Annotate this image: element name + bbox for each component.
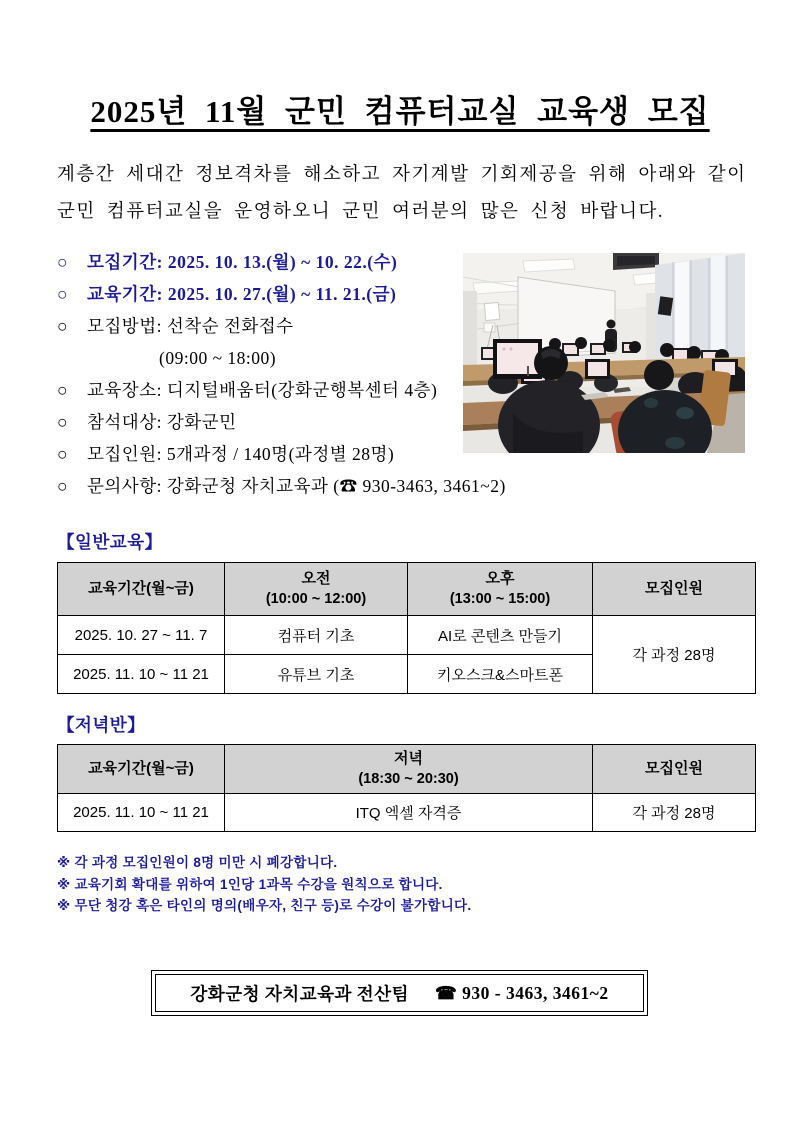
header-subtitle: (10:00 ~ 12:00) — [265, 591, 367, 607]
section-heading-general: 【일반교육】 — [57, 532, 163, 552]
note-line: ※ 무단 청강 혹은 타인의 명의(배우자, 친구 등)로 수강이 불가합니다. — [57, 898, 472, 913]
circle-bullet-icon: ○ — [57, 412, 69, 432]
header-cell-capacity: 모집인원 — [593, 745, 756, 794]
intro-line-1: 계층간 세대간 정보격차를 해소하고 자기계발 기회제공을 위해 아래와 같이 — [57, 165, 747, 185]
cell-capacity: 각 과정 28명 — [593, 794, 756, 832]
header-subtitle: (13:00 ~ 15:00) — [449, 591, 551, 607]
classroom-photo-svg — [463, 253, 745, 453]
circle-bullet-icon: ○ — [57, 284, 69, 304]
list-item-text: 문의사항: 강화군청 자치교육과 (☎ 930-3463, 3461~2) — [87, 476, 506, 496]
footer-contact-inner — [155, 974, 644, 1012]
note-line: ※ 각 과정 모집인원이 8명 미만 시 폐강합니다. — [57, 855, 338, 870]
footer-phone: ☎ 930 - 3463, 3461~2 — [435, 982, 609, 1003]
header-cell-morning — [225, 563, 408, 616]
list-item-text: 모집인원: 5개과정 / 140명(과정별 28명) — [87, 444, 395, 464]
header-cell-capacity: 모집인원 — [593, 563, 756, 616]
classroom-photo — [463, 253, 745, 453]
cell-period: 2025. 11. 10 ~ 11 21 — [58, 655, 225, 694]
cell-period: 2025. 11. 10 ~ 11 21 — [58, 794, 225, 832]
cell-period: 2025. 10. 27 ~ 11. 7 — [58, 616, 225, 655]
list-item-text: 교육기간: 2025. 10. 27.(월) ~ 11. 21.(금) — [87, 284, 397, 304]
list-item-text: 교육장소: 디지털배움터(강화군행복센터 4층) — [87, 380, 438, 400]
list-item-text: (09:00 ~ 18:00) — [159, 348, 277, 368]
cell-evening-course: ITQ 엑셀 자격증 — [225, 794, 593, 832]
table-header-row — [58, 563, 756, 616]
cell-afternoon-course: AI로 콘텐츠 만들기 — [408, 616, 593, 655]
list-item-target — [57, 406, 477, 438]
header-cell-period: 교육기간(월~금) — [58, 745, 225, 794]
evening-class-table — [57, 744, 756, 832]
circle-bullet-icon: ○ — [57, 476, 69, 496]
header-title: 오후 — [485, 570, 515, 587]
circle-bullet-icon: ○ — [57, 316, 69, 336]
cell-morning-course: 컴퓨터 기초 — [225, 616, 408, 655]
list-item-text: 참석대상: 강화군민 — [87, 412, 237, 432]
table-row — [58, 794, 756, 832]
header-title: 오전 — [301, 570, 331, 587]
notes-list — [57, 852, 707, 917]
section-heading-evening: 【저녁반】 — [57, 715, 146, 735]
list-item-text: 모집기간: 2025. 10. 13.(월) ~ 10. 22.(수) — [87, 252, 398, 272]
footer-contact-box — [151, 970, 648, 1016]
header-subtitle: (18:30 ~ 20:30) — [358, 771, 459, 787]
info-list — [57, 246, 506, 502]
note-line: ※ 교육기회 확대를 위하여 1인당 1과목 수강을 원칙으로 합니다. — [57, 876, 443, 892]
footer-team-name: 강화군청 자치교육과 전산팀 — [190, 983, 409, 1004]
list-item-recruit-period — [57, 246, 477, 278]
list-item-location — [57, 374, 477, 406]
general-education-table — [57, 562, 756, 694]
header-cell-afternoon — [408, 563, 593, 616]
page-title: 2025년 11월 군민 컴퓨터교실 교육생 모집 — [90, 94, 710, 129]
list-item-edu-period — [57, 278, 477, 310]
circle-bullet-icon: ○ — [57, 252, 69, 272]
intro-paragraph — [57, 157, 752, 231]
circle-bullet-icon: ○ — [57, 380, 69, 400]
cell-afternoon-course: 키오스크&스마트폰 — [408, 655, 593, 694]
list-item-capacity — [57, 438, 477, 470]
header-cell-period: 교육기간(월~금) — [58, 563, 225, 616]
list-item-contact — [57, 470, 506, 502]
intro-line-2: 군민 컴퓨터교실을 운영하오니 군민 여러분의 많은 신청 바랍니다. — [57, 202, 665, 222]
list-item-recruit-method — [57, 310, 477, 342]
table-row — [58, 616, 756, 655]
header-cell-evening — [225, 745, 593, 794]
cell-capacity: 각 과정 28명 — [593, 616, 756, 694]
table-header-row — [58, 745, 756, 794]
list-item-phone-hours — [57, 342, 477, 374]
list-item-text: 모집방법: 선착순 전화접수 — [87, 316, 294, 336]
circle-bullet-icon: ○ — [57, 444, 69, 464]
cell-morning-course: 유튜브 기초 — [225, 655, 408, 694]
header-title: 저녁 — [394, 750, 423, 767]
